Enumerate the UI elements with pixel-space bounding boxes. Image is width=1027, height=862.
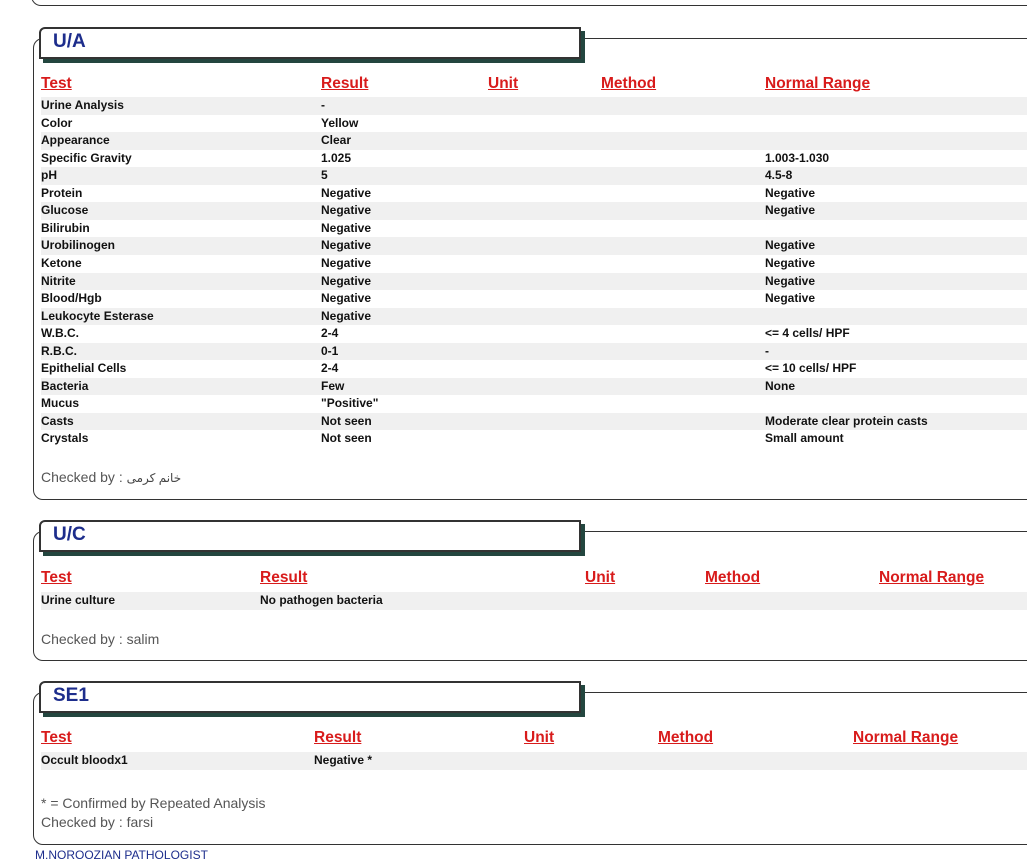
uc-row-test: Urine culture	[41, 593, 116, 607]
ua-row-test: Bilirubin	[41, 220, 90, 235]
ua-header-unit: Unit	[488, 75, 519, 92]
pathologist-signature: M.NOROOZIAN PATHOLOGIST	[35, 848, 208, 862]
uc-header-method: Method	[705, 569, 761, 586]
ua-row-range: None	[765, 378, 795, 393]
ua-row-range: Moderate clear protein casts	[765, 413, 928, 428]
uc-header-test: Test	[41, 569, 72, 586]
ua-section-title: U/A	[53, 31, 86, 52]
ua-row-result: Negative	[321, 238, 372, 253]
table-row	[41, 430, 1027, 448]
ua-row-result: Not seen	[321, 431, 372, 446]
uc-header-result: Result	[260, 569, 308, 586]
uc-header-range: Normal Range	[879, 569, 985, 586]
ua-row-range: Negative	[765, 238, 816, 253]
uc-section-title: U/C	[53, 524, 86, 545]
ua-row-test: Color	[41, 115, 73, 130]
table-row	[41, 97, 1027, 115]
ua-row-test: W.B.C.	[41, 326, 79, 341]
ua-row-result: Negative	[321, 255, 372, 270]
ua-header-test: Test	[41, 75, 72, 92]
table-row	[41, 752, 1027, 770]
ua-row-range: <= 4 cells/ HPF	[765, 326, 850, 341]
se1-checked-name: farsi	[126, 814, 154, 830]
se1-table-header	[34, 729, 1027, 749]
ua-row-range: Small amount	[765, 431, 844, 446]
ua-row-test: Leukocyte Esterase	[41, 308, 154, 323]
table-row	[41, 290, 1027, 308]
se1-row-result: Negative *	[314, 753, 373, 767]
table-row	[41, 360, 1027, 378]
ua-row-test: Crystals	[41, 431, 89, 446]
ua-row-test: pH	[41, 168, 57, 183]
se1-row-test: Occult bloodx1	[41, 753, 128, 767]
ua-section-tab	[39, 27, 581, 59]
ua-row-range: Negative	[765, 203, 816, 218]
ua-row-test: Bacteria	[41, 378, 89, 393]
se1-header-test: Test	[41, 729, 72, 746]
table-row	[41, 237, 1027, 255]
ua-table-header	[34, 75, 1027, 95]
table-row	[41, 378, 1027, 396]
ua-row-test: Casts	[41, 413, 74, 428]
ua-checked-name: خانم کرمی	[126, 471, 182, 485]
ua-row-result: Clear	[321, 133, 352, 148]
uc-checked-label: Checked by :	[41, 631, 123, 647]
ua-row-result: Few	[321, 378, 345, 393]
ua-row-test: Nitrite	[41, 273, 76, 288]
table-row	[41, 185, 1027, 203]
ua-header-method: Method	[601, 75, 657, 92]
ua-row-result: "Positive"	[321, 396, 379, 411]
ua-row-result: 0-1	[321, 343, 339, 358]
se1-section	[33, 685, 1027, 845]
ua-row-test: Protein	[41, 185, 83, 200]
uc-checked-name: salim	[126, 631, 160, 647]
se1-header-result: Result	[314, 729, 362, 746]
ua-section	[33, 31, 1027, 500]
table-row	[41, 150, 1027, 168]
ua-row-test: Appearance	[41, 133, 110, 148]
se1-section-tab	[39, 681, 581, 713]
ua-row-result: -	[321, 98, 325, 112]
ua-row-test: Urobilinogen	[41, 238, 115, 253]
table-row	[41, 413, 1027, 431]
se1-header-method: Method	[658, 729, 714, 746]
uc-header-unit: Unit	[585, 569, 616, 586]
ua-row-range: -	[765, 343, 769, 358]
ua-row-test: Epithelial Cells	[41, 361, 127, 376]
table-row	[41, 395, 1027, 413]
ua-row-test: R.B.C.	[41, 343, 77, 358]
se1-section-title: SE1	[53, 685, 89, 706]
ua-row-result: 2-4	[321, 326, 339, 341]
se1-header-range: Normal Range	[853, 729, 959, 746]
table-row	[41, 592, 1027, 610]
uc-section-tab	[39, 520, 581, 552]
ua-row-test: Specific Gravity	[41, 150, 132, 165]
ua-row-range: 1.003-1.030	[765, 150, 830, 165]
uc-checked-by	[41, 631, 159, 647]
ua-header-result: Result	[321, 75, 369, 92]
ua-row-result: 2-4	[321, 361, 339, 376]
ua-row-range: Negative	[765, 185, 816, 200]
ua-row-result: Negative	[321, 273, 372, 288]
ua-row-test: Blood/Hgb	[41, 291, 102, 306]
ua-row-range: Negative	[765, 291, 816, 306]
ua-row-result: Negative	[321, 291, 372, 306]
table-row	[41, 325, 1027, 343]
se1-checked-label: Checked by :	[41, 814, 123, 830]
ua-row-test: Ketone	[41, 255, 82, 270]
ua-checked-label: Checked by :	[41, 469, 123, 485]
uc-row-result: No pathogen bacteria	[260, 593, 383, 607]
uc-section	[33, 524, 1027, 661]
ua-row-result: Not seen	[321, 413, 372, 428]
ua-header-range: Normal Range	[765, 75, 871, 92]
table-row	[41, 202, 1027, 220]
uc-table-header	[34, 569, 1027, 589]
ua-row-result: Negative	[321, 308, 372, 323]
ua-row-range: Negative	[765, 255, 816, 270]
table-row	[41, 220, 1027, 238]
ua-row-result: Yellow	[321, 115, 359, 130]
ua-row-result: 1.025	[321, 150, 352, 165]
ua-row-result: Negative	[321, 203, 372, 218]
se1-checked-by	[41, 814, 153, 830]
ua-row-test: Mucus	[41, 396, 80, 411]
ua-row-test: Urine Analysis	[41, 98, 124, 112]
ua-row-result: Negative	[321, 220, 372, 235]
ua-row-test: Glucose	[41, 203, 89, 218]
table-row	[41, 255, 1027, 273]
ua-row-range: <= 10 cells/ HPF	[765, 361, 857, 376]
ua-row-result: 5	[321, 168, 328, 183]
table-row	[41, 343, 1027, 361]
ua-row-range: 4.5-8	[765, 168, 793, 183]
se1-confirmation-note: * = Confirmed by Repeated Analysis	[41, 795, 266, 811]
table-row	[41, 308, 1027, 326]
ua-row-result: Negative	[321, 185, 372, 200]
previous-section-frame	[31, 0, 1027, 6]
table-row	[41, 132, 1027, 150]
table-row	[41, 273, 1027, 291]
ua-row-range: Negative	[765, 273, 816, 288]
ua-checked-by	[41, 469, 181, 485]
table-row	[41, 167, 1027, 185]
se1-header-unit: Unit	[524, 729, 555, 746]
table-row	[41, 115, 1027, 133]
